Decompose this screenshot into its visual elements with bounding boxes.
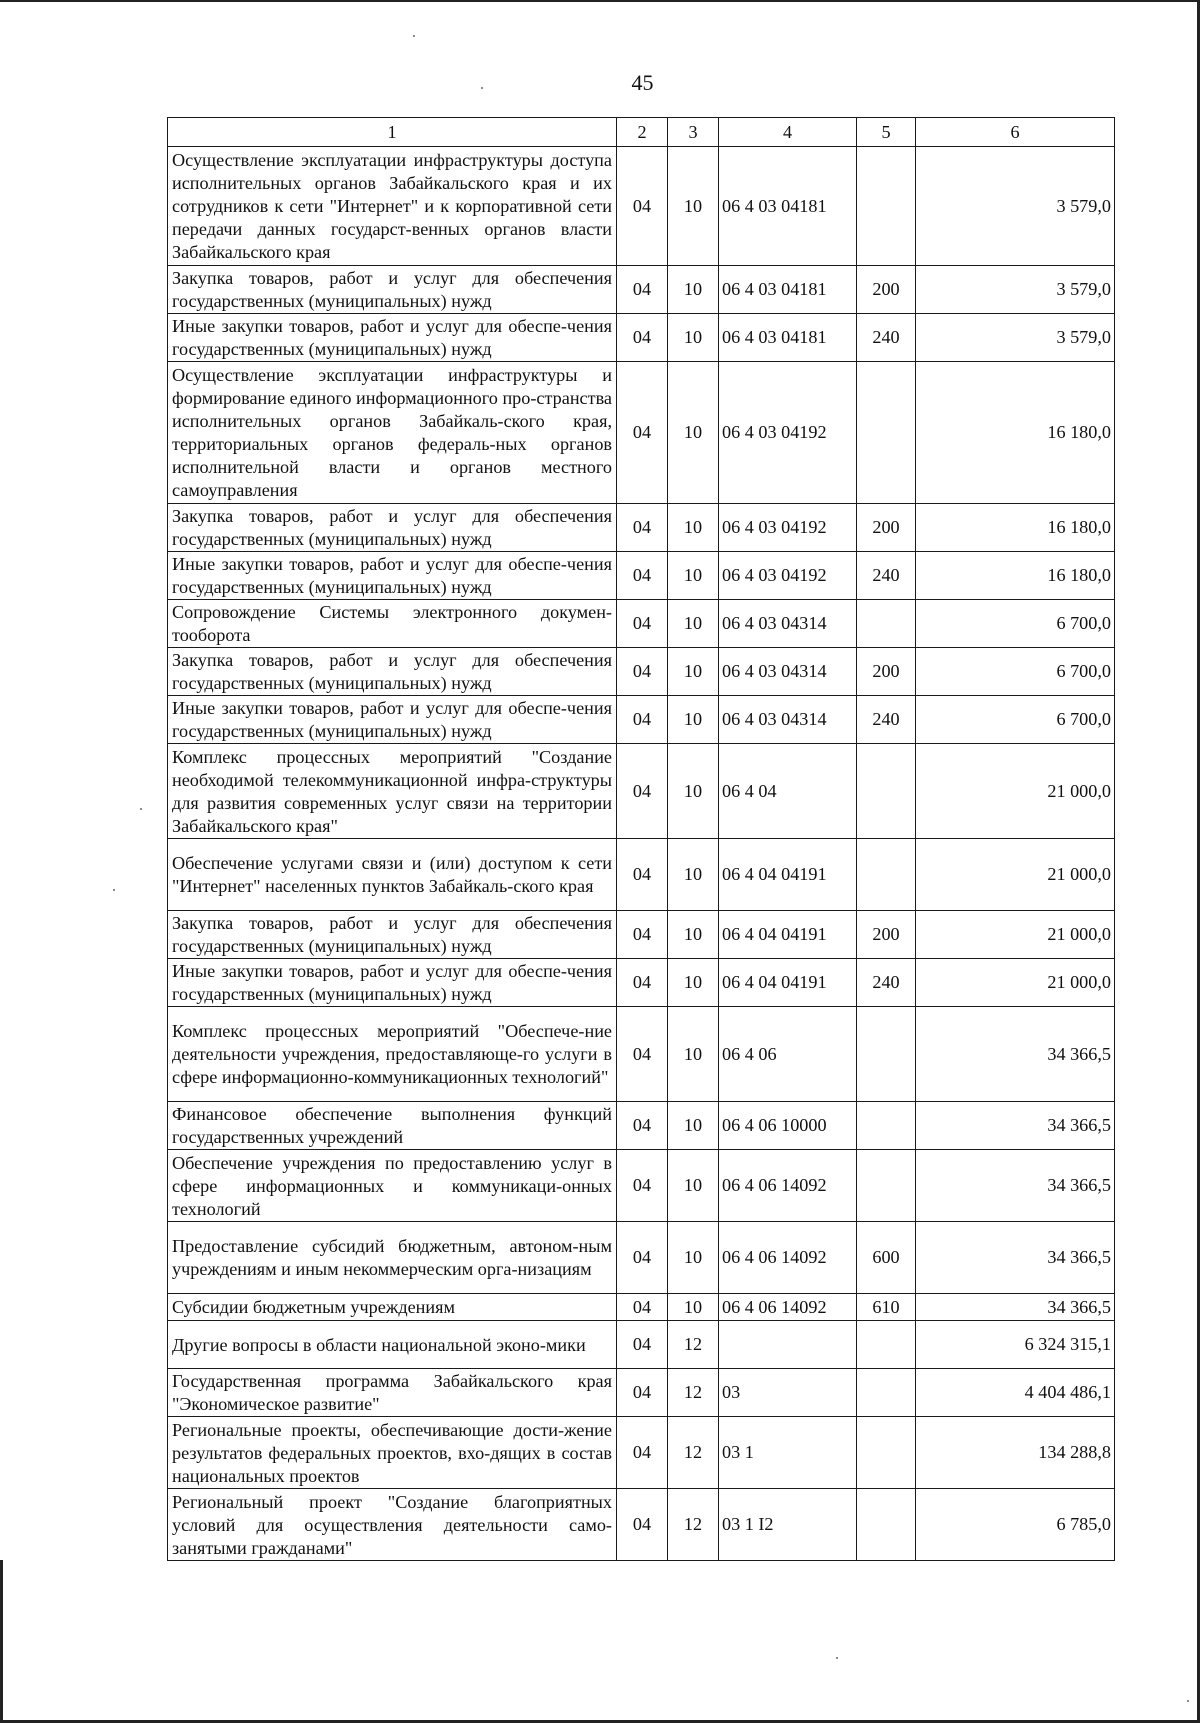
target-article-code: 06 4 06 10000 [719, 1102, 857, 1150]
table-row [168, 1294, 1115, 1321]
table-row [168, 1417, 1115, 1489]
section-code: 04 [617, 147, 668, 266]
subsection-code: 10 [668, 362, 719, 504]
target-article-code: 06 4 03 04314 [719, 696, 857, 744]
amount: 134 288,8 [916, 1417, 1115, 1489]
expense-name: Иные закупки товаров, работ и услуг для обеспе-чения государственных (муниципальных) нужд [168, 314, 617, 362]
expense-type-code: 200 [857, 504, 916, 552]
subsection-code: 10 [668, 744, 719, 839]
subsection-code: 12 [668, 1369, 719, 1417]
table-row [168, 959, 1115, 1007]
section-code: 04 [617, 1222, 668, 1294]
table-row [168, 1321, 1115, 1369]
expense-type-code: 240 [857, 696, 916, 744]
table-row [168, 314, 1115, 362]
section-code: 04 [617, 552, 668, 600]
expense-type-code [857, 744, 916, 839]
section-code: 04 [617, 1489, 668, 1561]
page-number: 45 [631, 70, 654, 95]
amount: 34 366,5 [916, 1222, 1115, 1294]
expense-name: Иные закупки товаров, работ и услуг для обеспе-чения государственных (муниципальных) нужд [168, 696, 617, 744]
subsection-code: 10 [668, 911, 719, 959]
expense-name: Региональные проекты, обеспечивающие дости-жение результатов федеральных проектов, вхо-дящих в состав национальных проектов [168, 1417, 617, 1489]
scan-speck [413, 35, 415, 37]
subsection-code: 10 [668, 839, 719, 911]
target-article-code: 06 4 03 04314 [719, 648, 857, 696]
expense-name: Комплекс процессных мероприятий "Обеспече-ние деятельности учреждения, предоставляюще-го услуги в сфере информационно-коммуникационных технологий" [168, 1007, 617, 1102]
table-row [168, 839, 1115, 911]
section-code: 04 [617, 1321, 668, 1369]
subsection-code: 10 [668, 147, 719, 266]
page-border-top [0, 0, 1200, 2]
amount: 21 000,0 [916, 911, 1115, 959]
target-article-code: 06 4 03 04181 [719, 266, 857, 314]
table-row [168, 911, 1115, 959]
expense-type-code: 600 [857, 1222, 916, 1294]
table-row [168, 266, 1115, 314]
expense-type-code [857, 600, 916, 648]
expense-name: Иные закупки товаров, работ и услуг для обеспе-чения государственных (муниципальных) нужд [168, 959, 617, 1007]
table-row [168, 696, 1115, 744]
expense-type-code [857, 1417, 916, 1489]
subsection-code: 10 [668, 1102, 719, 1150]
table-row [168, 504, 1115, 552]
subsection-code: 10 [668, 959, 719, 1007]
column-header: 6 [916, 118, 1115, 147]
amount: 6 700,0 [916, 696, 1115, 744]
column-header: 5 [857, 118, 916, 147]
subsection-code: 10 [668, 648, 719, 696]
section-code: 04 [617, 504, 668, 552]
amount: 21 000,0 [916, 839, 1115, 911]
target-article-code: 06 4 03 04181 [719, 314, 857, 362]
table-row [168, 1150, 1115, 1222]
table-row [168, 1102, 1115, 1150]
expense-type-code: 200 [857, 911, 916, 959]
expense-name: Закупка товаров, работ и услуг для обеспечения государственных (муниципальных) нужд [168, 266, 617, 314]
subsection-code: 10 [668, 314, 719, 362]
target-article-code: 06 4 03 04192 [719, 552, 857, 600]
section-code: 04 [617, 1102, 668, 1150]
section-code: 04 [617, 1369, 668, 1417]
expense-name: Региональный проект "Создание благоприятных условий для осуществления деятельности само-занятыми гражданами" [168, 1489, 617, 1561]
expense-type-code [857, 1150, 916, 1222]
table-row [168, 1489, 1115, 1561]
target-article-code: 06 4 06 14092 [719, 1222, 857, 1294]
expense-type-code [857, 1321, 916, 1369]
amount: 6 785,0 [916, 1489, 1115, 1561]
amount: 6 700,0 [916, 648, 1115, 696]
section-code: 04 [617, 1294, 668, 1321]
target-article-code: 06 4 04 04191 [719, 839, 857, 911]
expense-type-code: 200 [857, 648, 916, 696]
expense-name: Осуществление эксплуатации инфраструктуры доступа исполнительных органов Забайкальского края и их сотрудников к сети "Интернет" и к корпоративной сети передачи данных государст-венных органов власти Забайкальского края [168, 147, 617, 266]
expense-type-code: 200 [857, 266, 916, 314]
table-row [168, 648, 1115, 696]
subsection-code: 10 [668, 1222, 719, 1294]
expense-name: Комплекс процессных мероприятий "Создание необходимой телекоммуникационной инфра-структуры для развития современных услуг связи на территории Забайкальского края" [168, 744, 617, 839]
table-row [168, 600, 1115, 648]
expense-type-code [857, 1007, 916, 1102]
section-code: 04 [617, 1007, 668, 1102]
expense-type-code: 610 [857, 1294, 916, 1321]
amount: 16 180,0 [916, 552, 1115, 600]
table-row [168, 1007, 1115, 1102]
expense-name: Предоставление субсидий бюджетным, автоном-ным учреждениям и иным некоммерческим орга-низациям [168, 1222, 617, 1294]
amount: 34 366,5 [916, 1150, 1115, 1222]
expense-type-code [857, 1102, 916, 1150]
amount: 34 366,5 [916, 1007, 1115, 1102]
target-article-code: 03 [719, 1369, 857, 1417]
column-header: 3 [668, 118, 719, 147]
expense-name: Субсидии бюджетным учреждениям [168, 1294, 617, 1321]
amount: 6 324 315,1 [916, 1321, 1115, 1369]
section-code: 04 [617, 648, 668, 696]
expense-type-code [857, 362, 916, 504]
section-code: 04 [617, 314, 668, 362]
target-article-code: 03 1 [719, 1417, 857, 1489]
expense-type-code: 240 [857, 552, 916, 600]
subsection-code: 10 [668, 696, 719, 744]
expense-name: Другие вопросы в области национальной эконо-мики [168, 1321, 617, 1369]
section-code: 04 [617, 1150, 668, 1222]
subsection-code: 10 [668, 1294, 719, 1321]
target-article-code: 06 4 03 04192 [719, 504, 857, 552]
subsection-code: 12 [668, 1417, 719, 1489]
scan-speck [836, 1657, 838, 1659]
expense-type-code [857, 147, 916, 266]
target-article-code: 06 4 06 [719, 1007, 857, 1102]
table-row [168, 362, 1115, 504]
expense-name: Сопровождение Системы электронного докумен-тооборота [168, 600, 617, 648]
subsection-code: 10 [668, 552, 719, 600]
amount: 16 180,0 [916, 504, 1115, 552]
table-row [168, 147, 1115, 266]
table-row [168, 1222, 1115, 1294]
amount: 21 000,0 [916, 959, 1115, 1007]
target-article-code: 06 4 04 04191 [719, 911, 857, 959]
subsection-code: 12 [668, 1321, 719, 1369]
amount: 3 579,0 [916, 147, 1115, 266]
expense-name: Закупка товаров, работ и услуг для обеспечения государственных (муниципальных) нужд [168, 911, 617, 959]
target-article-code: 03 1 I2 [719, 1489, 857, 1561]
subsection-code: 10 [668, 1007, 719, 1102]
section-code: 04 [617, 1417, 668, 1489]
section-code: 04 [617, 911, 668, 959]
subsection-code: 10 [668, 266, 719, 314]
expense-type-code [857, 1369, 916, 1417]
section-code: 04 [617, 744, 668, 839]
section-code: 04 [617, 600, 668, 648]
table-row [168, 552, 1115, 600]
section-code: 04 [617, 959, 668, 1007]
expense-type-code: 240 [857, 959, 916, 1007]
amount: 6 700,0 [916, 600, 1115, 648]
target-article-code: 06 4 03 04192 [719, 362, 857, 504]
expense-name: Обеспечение учреждения по предоставлению услуг в сфере информационных и коммуникаци-онных технологий [168, 1150, 617, 1222]
target-article-code: 06 4 03 04314 [719, 600, 857, 648]
table-row [168, 744, 1115, 839]
budget-table [167, 117, 1115, 1561]
section-code: 04 [617, 696, 668, 744]
expense-name: Иные закупки товаров, работ и услуг для обеспе-чения государственных (муниципальных) нужд [168, 552, 617, 600]
expense-name: Закупка товаров, работ и услуг для обеспечения государственных (муниципальных) нужд [168, 648, 617, 696]
expense-name: Осуществление эксплуатации инфраструктуры и формирование единого информационного про-странства исполнительных органов Забайкаль-ского края, территориальных органов федераль-ных органов исполнительной власти и органов местного самоуправления [168, 362, 617, 504]
column-header: 2 [617, 118, 668, 147]
subsection-code: 10 [668, 600, 719, 648]
column-header: 1 [168, 118, 617, 147]
target-article-code: 06 4 04 04191 [719, 959, 857, 1007]
expense-type-code [857, 1489, 916, 1561]
amount: 4 404 486,1 [916, 1369, 1115, 1417]
subsection-code: 10 [668, 1150, 719, 1222]
amount: 3 579,0 [916, 314, 1115, 362]
expense-type-code: 240 [857, 314, 916, 362]
amount: 16 180,0 [916, 362, 1115, 504]
scan-speck [113, 889, 115, 891]
expense-type-code [857, 839, 916, 911]
subsection-code: 12 [668, 1489, 719, 1561]
column-header: 4 [719, 118, 857, 147]
target-article-code: 06 4 03 04181 [719, 147, 857, 266]
section-code: 04 [617, 839, 668, 911]
table-row [168, 1369, 1115, 1417]
subsection-code: 10 [668, 504, 719, 552]
target-article-code: 06 4 04 [719, 744, 857, 839]
amount: 21 000,0 [916, 744, 1115, 839]
amount: 34 366,5 [916, 1294, 1115, 1321]
section-code: 04 [617, 266, 668, 314]
page-border-left [0, 1560, 3, 1723]
scan-speck [1187, 1700, 1189, 1702]
expense-name: Обеспечение услугами связи и (или) доступом к сети "Интернет" населенных пунктов Забайкаль-ского края [168, 839, 617, 911]
target-article-code [719, 1321, 857, 1369]
target-article-code: 06 4 06 14092 [719, 1150, 857, 1222]
expense-name: Государственная программа Забайкальского края "Экономическое развитие" [168, 1369, 617, 1417]
amount: 3 579,0 [916, 266, 1115, 314]
expense-name: Закупка товаров, работ и услуг для обеспечения государственных (муниципальных) нужд [168, 504, 617, 552]
amount: 34 366,5 [916, 1102, 1115, 1150]
scan-speck [140, 808, 142, 810]
table-header-row [168, 118, 1115, 147]
section-code: 04 [617, 362, 668, 504]
target-article-code: 06 4 06 14092 [719, 1294, 857, 1321]
expense-name: Финансовое обеспечение выполнения функций государственных учреждений [168, 1102, 617, 1150]
